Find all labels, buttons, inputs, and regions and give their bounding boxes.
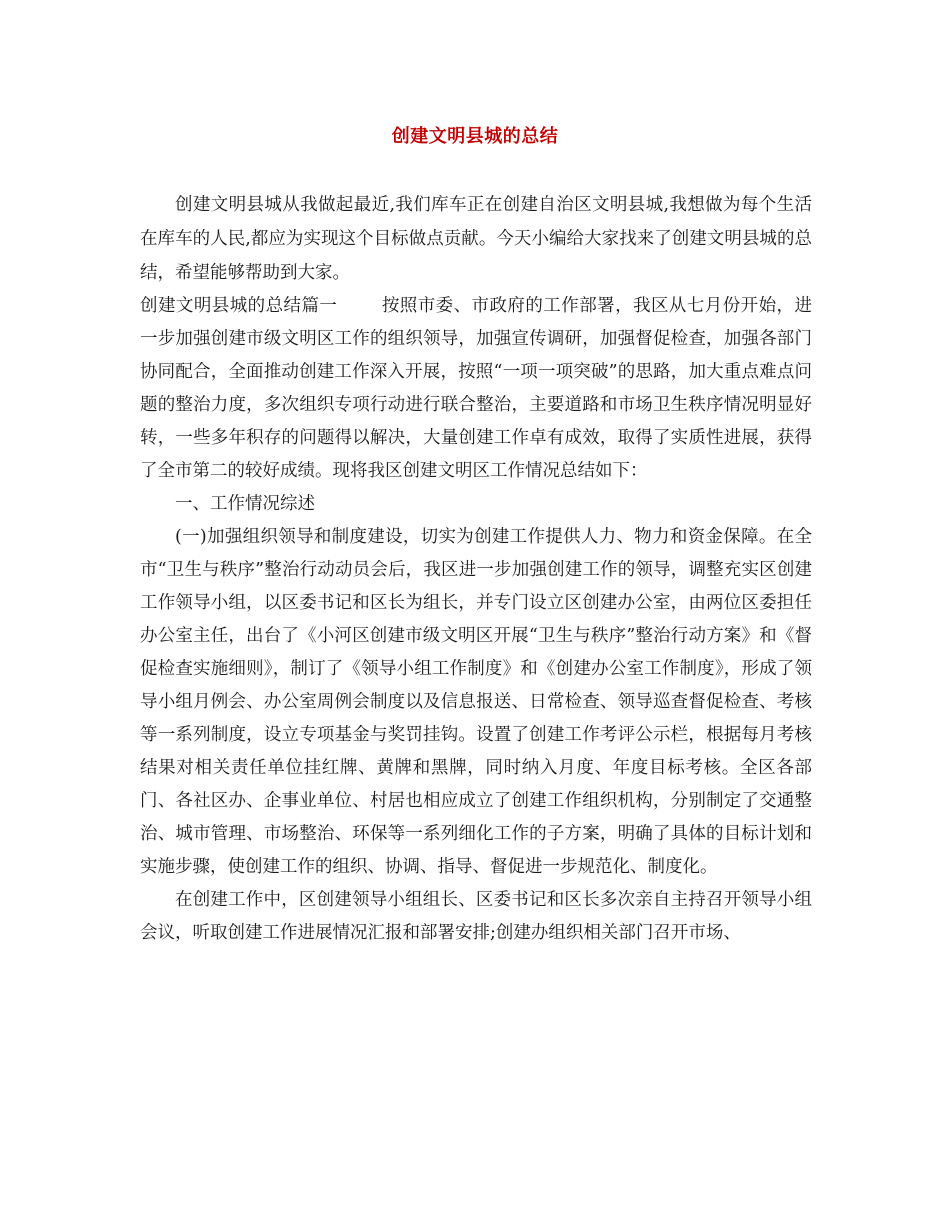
document-title: 创建文明县城的总结 [391, 126, 559, 147]
section-title: 创建文明县城的总结篇一 [140, 296, 338, 316]
heading-overview: 一、工作情况综述 [175, 494, 315, 514]
intro-paragraph: 创建文明县城从我做起最近,我们库车正在创建自治区文明县城,我想做为每个生活在库车的人民,都应为实现这个目标做点贡献。今天小编给大家找来了创建文明县城的总结，希望能够帮助到大家。 [140, 195, 812, 283]
body-paragraph-1: (一)加强组织领导和制度建设，切实为创建工作提供人力、物力和资金保障。在全市“卫生与秩序”整治行动动员会后，我区进一步加强创建工作的领导，调整充实区创建工作领导小组，以区委书记和区长为组长，并专门设立区创建办公室，由两位区委担任办公室主任，出台了《小河区创建市级文明区开展“卫生与秩序”整治行动方案》和《督促检查实施细则》，制订了《领导小组工作制度》和《创建办公室工作制度》，形成了领导小组月例会、办公室周例会制度以及信息报送、日常检查、领导巡查督促检查、考核等一系列制度，设立专项基金与奖罚挂钩。设置了创建工作考评公示栏，根据每月考核结果对相关责任单位挂红牌、黄牌和黑牌，同时纳入月度、年度目标考核。全区各部门、各社区办、企事业单位、村居也相应成立了创建工作组织机构，分别制定了交通整治、城市管理、市场整治、环保等一系列细化工作的子方案，明确了具体的目标计划和实施步骤，使创建工作的组织、协调、指导、督促进一步规范化、制度化。 [140, 527, 812, 877]
section-text: 按照市委、市政府的工作部署，我区从七月份开始，进一步加强创建市级文明区工作的组织领导，加强宣传调研，加强督促检查，加强各部门协同配合，全面推动创建工作深入开展，按照“一项一项突破”的思路，加大重点难点问题的整治力度，多次组织专项行动进行联合整治，主要道路和市场卫生秩序情况明显好转，一些多年积存的问题得以解决，大量创建工作卓有成效，取得了实质性进展，获得了全市第二的较好成绩。现将我区创建文明区工作情况总结如下： [140, 296, 813, 481]
document-body [140, 188, 812, 950]
section-paragraph [140, 290, 812, 488]
body-paragraph-2: 在创建工作中，区创建领导小组组长、区委书记和区长多次亲自主持召开领导小组会议，听取创建工作进展情况汇报和部署安排;创建办组织相关部门召开市场、 [140, 890, 812, 943]
